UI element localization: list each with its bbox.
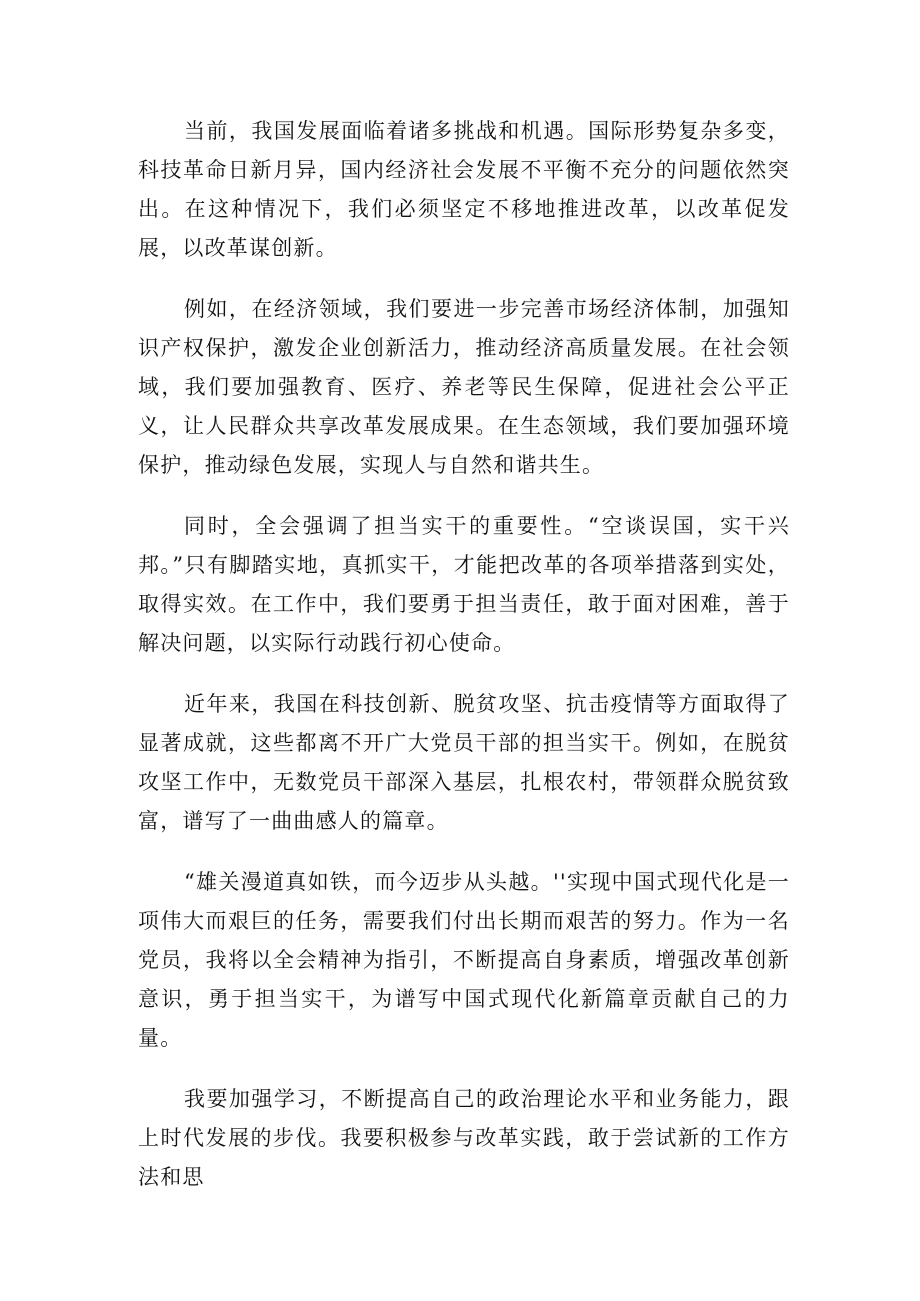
- paragraph-3: 同时，全会强调了担当实干的重要性。“空谈误国，实干兴邦。”只有脚踏实地，真抓实干，才能把改革的各项举措落到实处，取得实效。在工作中，我们要勇于担当责任，敢于面对困难，善于解决问题，以实际行动践行初心使命。: [138, 514, 790, 655]
- paragraph-1: 当前，我国发展面临着诸多挑战和机遇。国际形势复杂多变，科技革命日新月异，国内经济社会发展不平衡不充分的问题依然突出。在这种情况下，我们必须坚定不移地推进改革，以改革促发展，以改革谋创新。: [138, 119, 790, 260]
- paragraph-2: 例如，在经济领域，我们要进一步完善市场经济体制，加强知识产权保护，激发企业创新活力，推动经济高质量发展。在社会领域，我们要加强教育、医疗、养老等民生保障，促进社会公平正义，让人民群众共享改革发展成果。在生态领域，我们要加强环境保护，推动绿色发展，实现人与自然和谐共生。: [138, 297, 790, 477]
- paragraph-6: 我要加强学习，不断提高自己的政治理论水平和业务能力，跟上时代发展的步伐。我要积极参与改革实践，敢于尝试新的工作方法和思: [138, 1087, 790, 1189]
- document-body: [138, 112, 790, 1219]
- paragraph-5: “雄关漫道真如铁，而今迈步从头越。''实现中国式现代化是一项伟大而艰巨的任务，需要我们付出长期而艰苦的努力。作为一名党员，我将以全会精神为指引，不断提高自身素质，增强改革创新意识，勇于担当实干，为谱写中国式现代化新篇章贡献自己的力量。: [138, 870, 790, 1050]
- paragraph-4: 近年来，我国在科技创新、脱贫攻坚、抗击疫情等方面取得了显著成就，这些都离不开广大党员干部的担当实干。例如，在脱贫攻坚工作中，无数党员干部深入基层，扎根农村，带领群众脱贫致富，谱写了一曲曲感人的篇章。: [138, 692, 790, 833]
